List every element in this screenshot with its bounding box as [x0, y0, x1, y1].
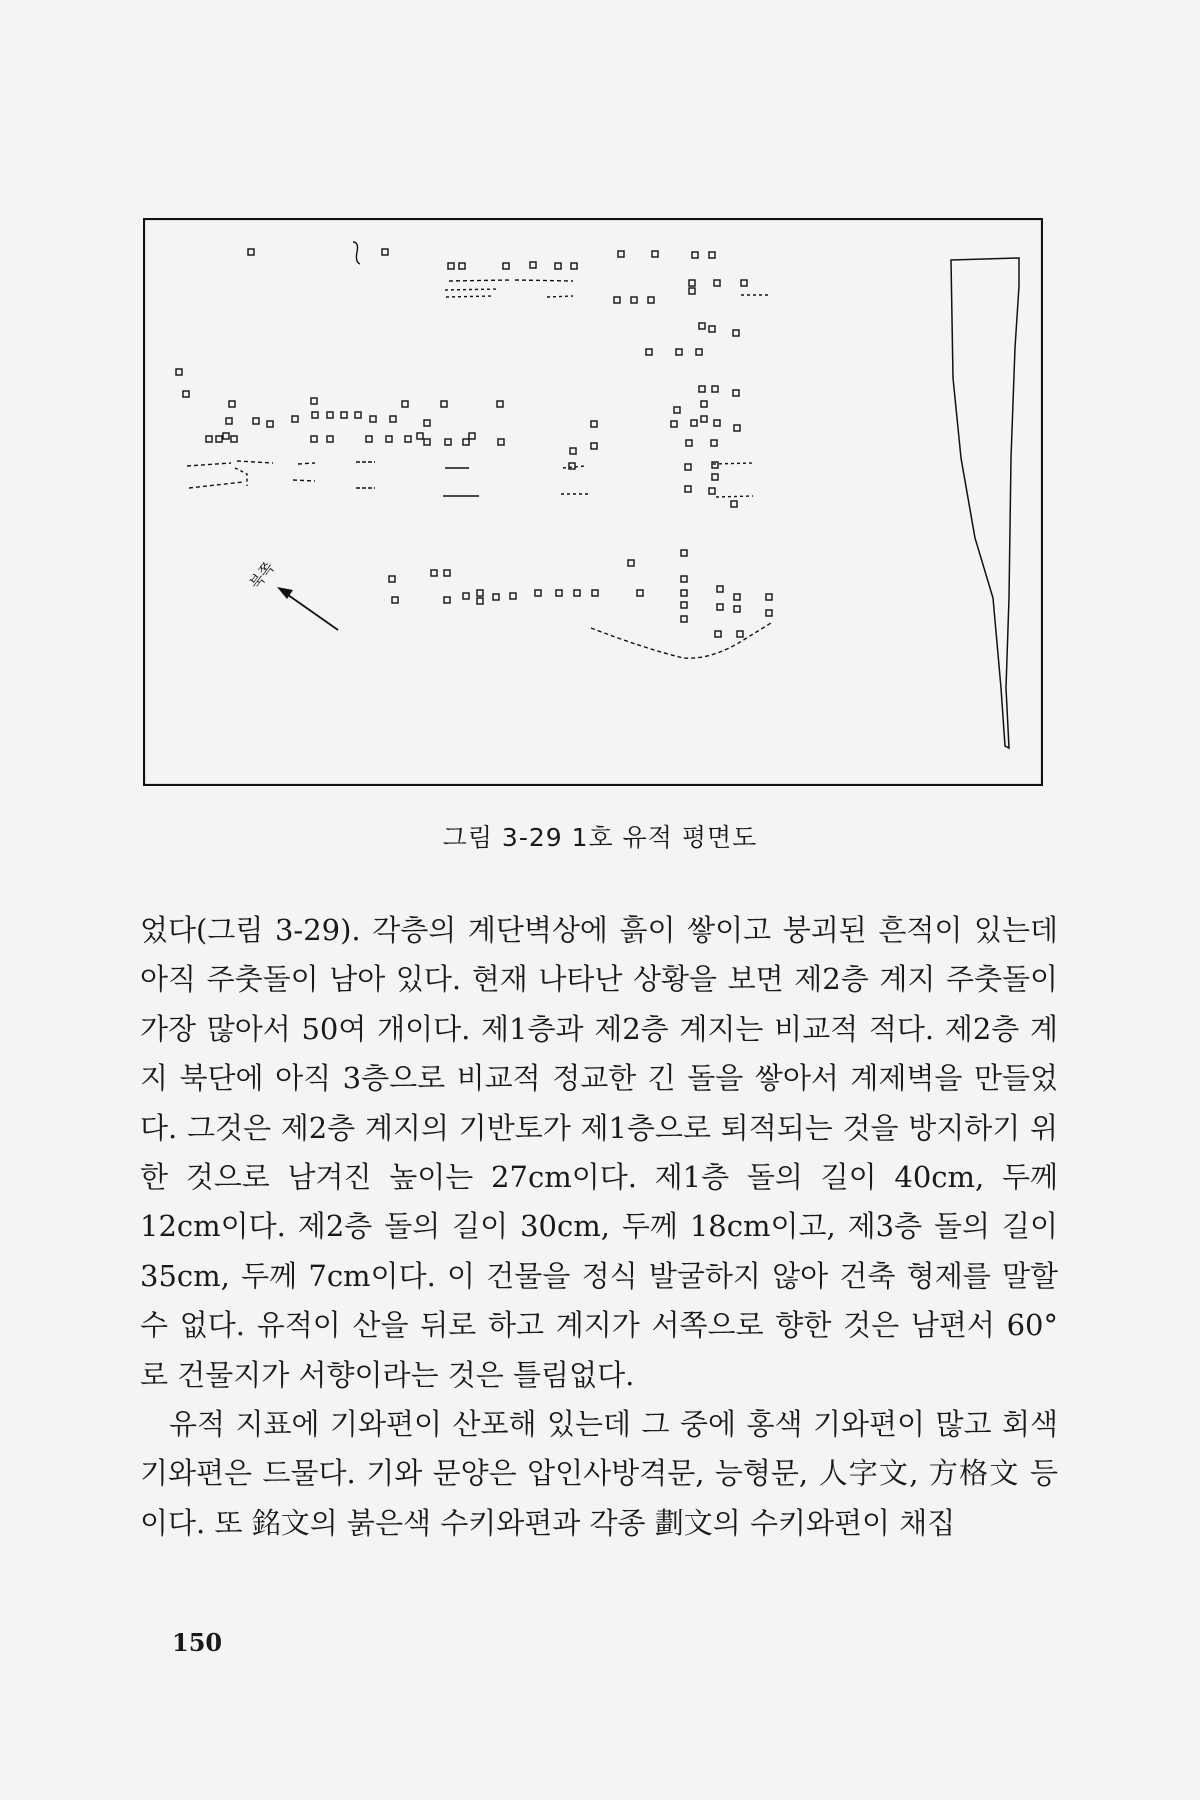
page-number: 150	[172, 1628, 223, 1657]
north-label: 북쪽	[245, 558, 278, 593]
paragraph: 유적 지표에 기와편이 산포해 있는데 그 중에 홍색 기와편이 많고 회색 기와편은 드물다. 기와 문양은 압인사방격문, 능형문, 人字文, 方格文 등이다. 또 銘文의 붉은색 수키와편과 각종 劃文의 수키와편이 채집	[140, 1407, 1058, 1540]
figure-caption: 그림 3-29 1호 유적 평면도	[442, 823, 758, 852]
site-plan-figure	[143, 218, 1043, 786]
paragraph: 었다(그림 3-29). 각층의 계단벽상에 흙이 쌓이고 붕괴된 흔적이 있는데 아직 주춧돌이 남아 있다. 현재 나타난 상황을 보면 제2층 계지 주춧돌이 가장 많아서 50여 개이다. 제1층과 제2층 계지는 비교적 적다. 제2층 계지 북단에 아직 3층으로 비교적 정교한 긴 돌을 쌓아서 계제벽을 만들었다. 그것은 제2층 계지의 기반토가 제1층으로 퇴적되는 것을 방지하기 위한 것으로 남겨진 높이는 27cm이다. 제1층 돌의 길이 40cm, 두께 12cm이다. 제2층 돌의 길이 30cm, 두께 18cm이고, 제3층 돌의 길이 35cm, 두께 7cm이다. 이 건물을 정식 발굴하지 않아 건축 형제를 말할 수 없다. 유적이 산을 뒤로 하고 계지가 서쪽으로 향한 것은 남편서 60° 로 건물지가 서향이라는 것은 틀림없다.	[140, 913, 1058, 1392]
north-arrow	[246, 558, 338, 630]
figure-frame	[144, 219, 1042, 785]
site-plan-drawing	[143, 218, 1043, 786]
body-text	[140, 906, 1058, 1548]
cliff-outline	[951, 258, 1019, 748]
